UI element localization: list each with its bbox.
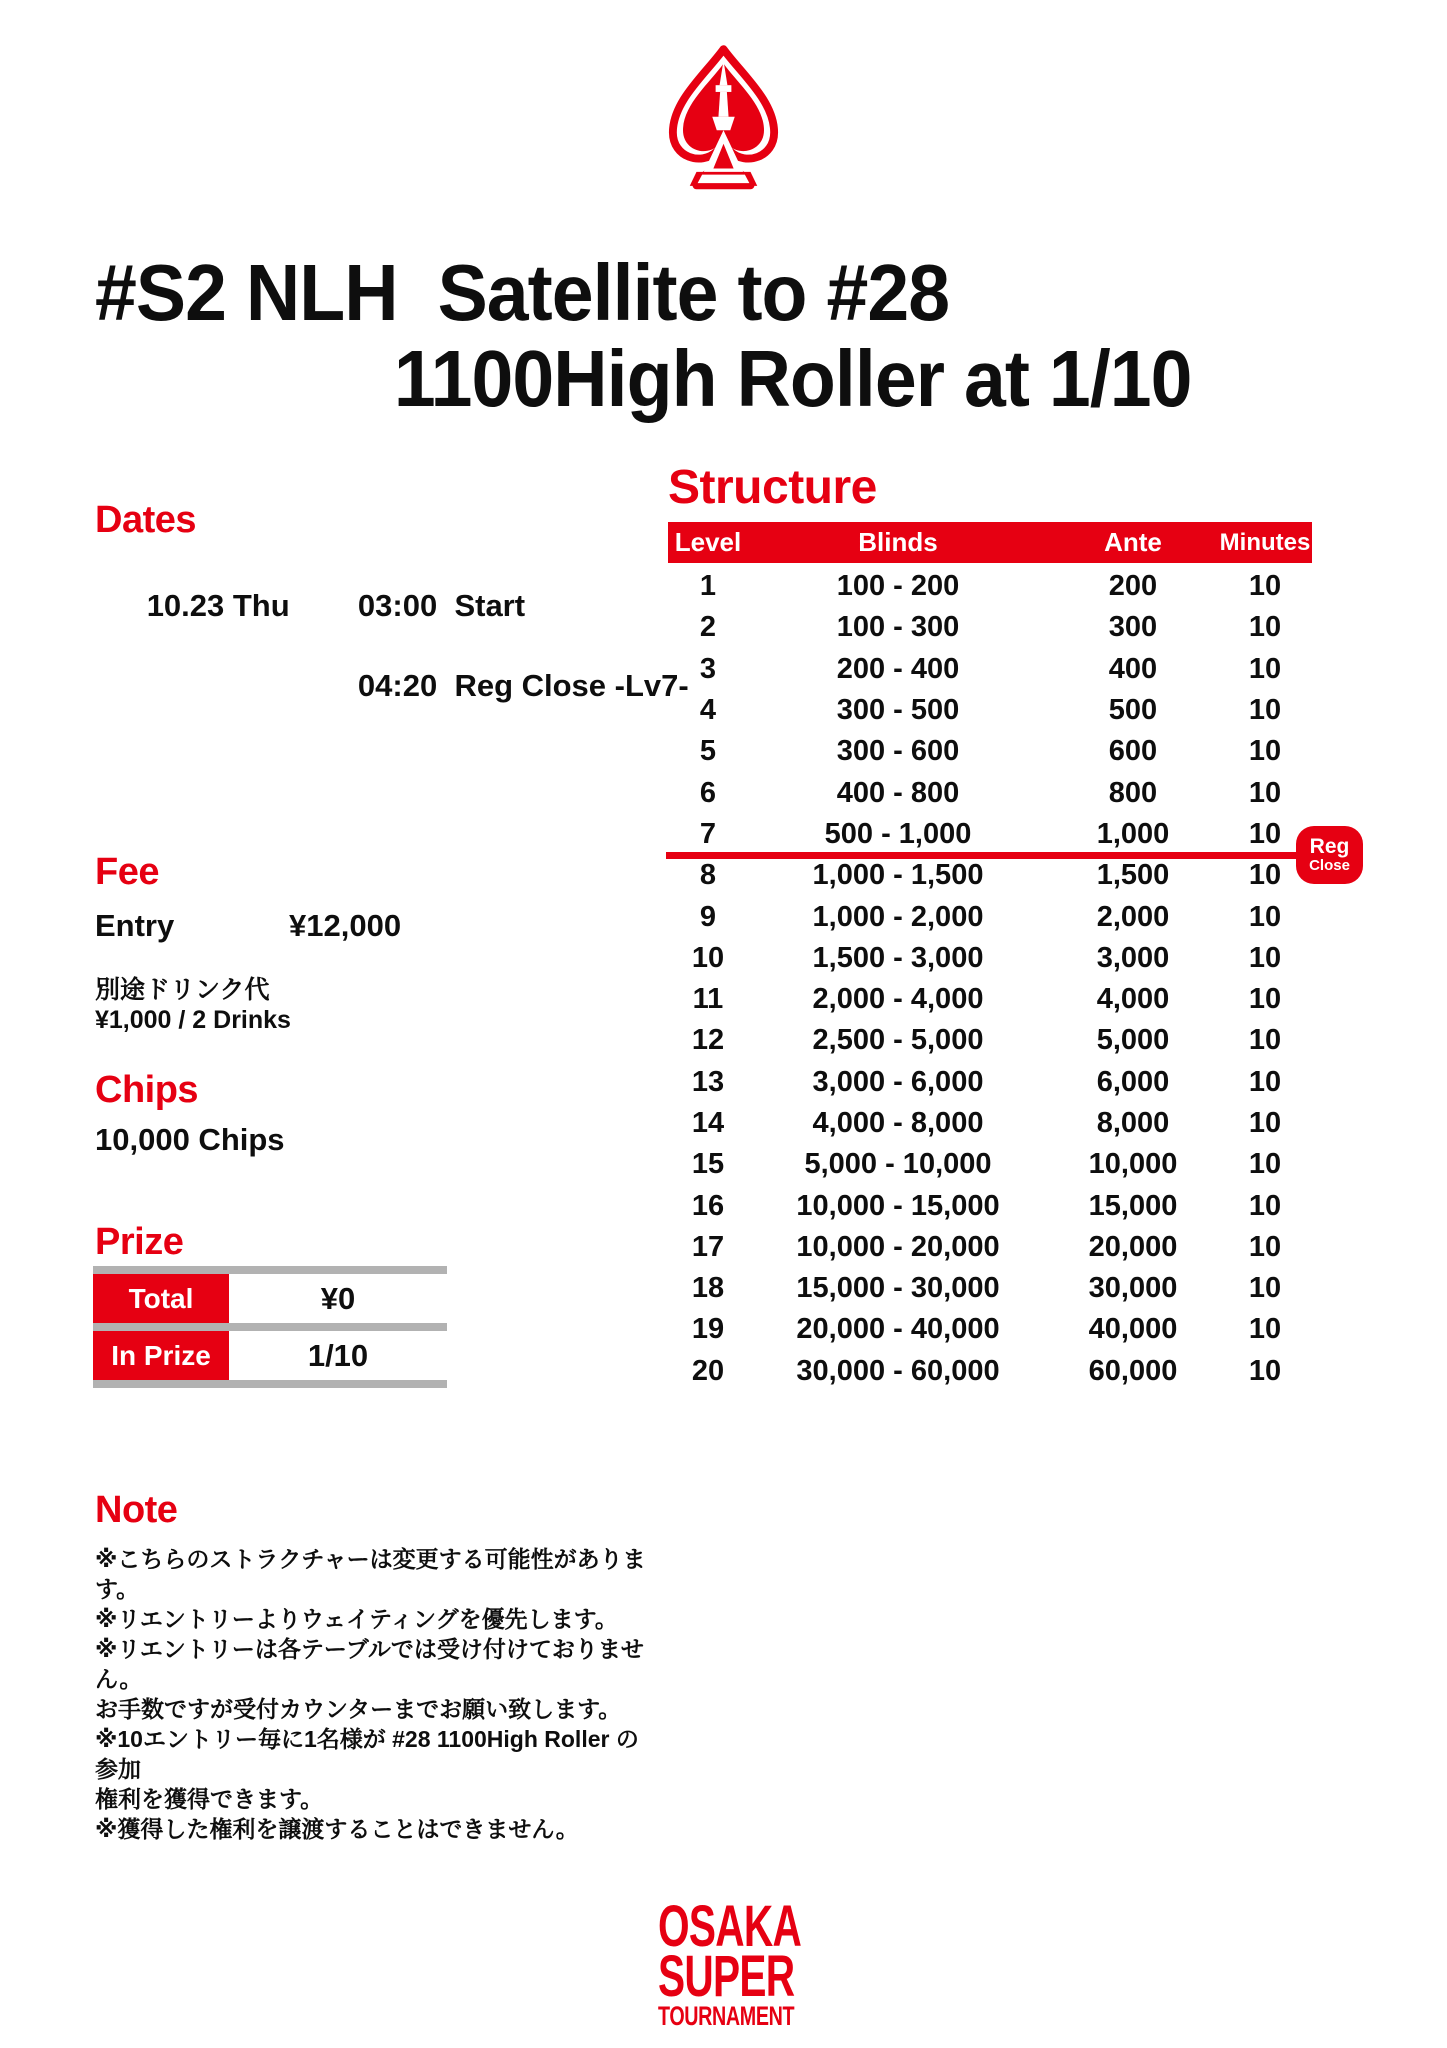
structure-cell-level: 14	[691, 1107, 725, 1139]
structure-cell-level: 5	[699, 735, 717, 768]
structure-cell-ante: 10,000	[1088, 1148, 1178, 1181]
structure-row	[668, 1309, 1312, 1350]
structure-row	[668, 1185, 1312, 1226]
dates-regclose-time	[289, 632, 689, 740]
structure-cell-blinds: 15,000 - 30,000	[796, 1272, 1000, 1305]
structure-cell-blinds: 2,000 - 4,000	[812, 983, 984, 1016]
structure-cell-blinds: 400 - 800	[836, 776, 960, 809]
structure-cell-blinds: 5,000 - 10,000	[804, 1148, 992, 1181]
note-lines	[95, 1544, 655, 1844]
structure-cell-blinds: 3,000 - 6,000	[812, 1065, 984, 1098]
structure-cell-ante: 2,000	[1096, 900, 1170, 933]
structure-row	[668, 731, 1312, 772]
structure-col-level: Level	[674, 527, 742, 557]
structure-cell-blinds: 2,500 - 5,000	[812, 1024, 984, 1057]
note-line: お手数ですが受付カウンターまでお願い致します。	[95, 1696, 622, 1722]
structure-cell-ante: 3,000	[1096, 941, 1170, 974]
structure-cell-ante: 20,000	[1088, 1230, 1178, 1263]
structure-cell-ante: 1,000	[1096, 817, 1170, 850]
reg-close-line	[666, 852, 1308, 859]
page-title	[95, 250, 1192, 422]
structure-cell-ante: 15,000	[1088, 1189, 1178, 1222]
structure-cell-minutes: 10	[1248, 611, 1282, 644]
structure-cell-blinds: 10,000 - 15,000	[796, 1189, 1000, 1222]
structure-cell-ante: 8,000	[1096, 1107, 1170, 1139]
structure-cell-blinds: 10,000 - 20,000	[796, 1230, 1000, 1263]
structure-header-row	[668, 522, 1312, 563]
structure-cell-minutes: 10	[1248, 983, 1282, 1016]
structure-row	[668, 896, 1312, 937]
structure-cell-blinds: 30,000 - 60,000	[796, 1354, 1000, 1387]
structure-cell-minutes: 10	[1248, 817, 1282, 850]
footer-brand-line3: TOURNAMENT	[658, 2001, 795, 2031]
footer-brand-line1: OSAKA	[658, 1894, 802, 1959]
start-label: Start	[454, 588, 526, 623]
structure-cell-level: 12	[691, 1024, 725, 1057]
structure-cell-minutes: 10	[1248, 1313, 1282, 1346]
structure-row	[668, 649, 1312, 690]
section-structure	[668, 461, 1368, 1387]
section-chips	[95, 1069, 655, 1157]
structure-cell-blinds: 20,000 - 40,000	[796, 1313, 1000, 1346]
structure-cell-blinds: 1,500 - 3,000	[812, 941, 984, 974]
structure-row	[668, 607, 1312, 648]
fee-entry-label: Entry	[95, 908, 175, 943]
dates-row-regclose	[95, 632, 689, 740]
structure-row	[668, 566, 1312, 607]
start-time: 03:00	[357, 588, 438, 623]
structure-cell-ante: 300	[1108, 611, 1158, 644]
fee-drink-note-1: 別途ドリンク代	[95, 976, 270, 1004]
structure-cell-blinds: 100 - 200	[836, 570, 960, 603]
section-prize	[95, 1221, 655, 1373]
structure-cell-blinds: 200 - 400	[836, 652, 960, 685]
structure-cell-minutes: 10	[1248, 941, 1282, 974]
structure-cell-minutes: 10	[1248, 1024, 1282, 1057]
structure-row	[668, 1062, 1312, 1103]
structure-cell-minutes: 10	[1248, 1065, 1282, 1098]
structure-cell-minutes: 10	[1248, 1230, 1282, 1263]
structure-cell-level: 18	[691, 1272, 725, 1305]
note-line: 権利を獲得できます。	[95, 1786, 324, 1812]
structure-cell-ante: 4,000	[1096, 983, 1170, 1016]
note-line: ※10エントリー毎に1名様が #28 1100High Roller の参加	[95, 1726, 639, 1782]
structure-row	[668, 1020, 1312, 1061]
note-line: ※リエントリーよりウェイティングを優先します。	[95, 1606, 618, 1632]
structure-cell-level: 20	[691, 1354, 725, 1387]
structure-cell-minutes: 10	[1248, 652, 1282, 685]
structure-row	[668, 1144, 1312, 1185]
structure-cell-level: 7	[699, 817, 717, 850]
structure-cell-blinds: 4,000 - 8,000	[812, 1107, 984, 1139]
structure-col-ante: Ante	[1104, 527, 1162, 557]
structure-cell-ante: 1,500	[1096, 859, 1170, 892]
structure-row	[668, 979, 1312, 1020]
dates-date: 10.23 Thu	[146, 588, 290, 623]
structure-row	[668, 772, 1312, 813]
note-line: ※リエントリーは各テーブルでは受け付けておりません。	[95, 1636, 644, 1692]
structure-cell-level: 11	[692, 983, 724, 1016]
fee-drink-note-2: ¥1,000 / 2 Drinks	[95, 1006, 291, 1034]
structure-cell-ante: 6,000	[1096, 1065, 1170, 1098]
structure-cell-level: 6	[699, 776, 717, 809]
prize-divider	[93, 1380, 447, 1388]
structure-cell-blinds: 1,000 - 1,500	[812, 859, 984, 892]
structure-cell-ante: 5,000	[1096, 1024, 1170, 1057]
structure-cell-minutes: 10	[1248, 1189, 1282, 1222]
structure-cell-ante: 60,000	[1088, 1354, 1178, 1387]
chips-heading: Chips	[95, 1069, 199, 1111]
structure-cell-minutes: 10	[1248, 694, 1282, 727]
structure-cell-minutes: 10	[1248, 1107, 1282, 1139]
fee-heading: Fee	[95, 851, 159, 893]
regclose-time: 04:20	[357, 668, 438, 703]
structure-row	[668, 1351, 1312, 1392]
note-heading: Note	[95, 1489, 178, 1531]
reg-close-badge	[1296, 826, 1363, 884]
structure-row	[668, 855, 1312, 896]
prize-inprize-value: 1/10	[307, 1337, 369, 1373]
structure-cell-level: 8	[699, 859, 717, 892]
structure-cell-blinds: 100 - 300	[836, 611, 960, 644]
footer-brand-line2: SUPER	[658, 1944, 795, 2009]
structure-row	[668, 1268, 1312, 1309]
regclose-label: Reg Close -Lv7-	[454, 668, 689, 703]
reg-close-badge-line1: Reg	[1309, 835, 1350, 858]
structure-cell-level: 4	[699, 694, 717, 727]
footer-brand-logo	[658, 1894, 862, 2031]
structure-cell-blinds: 300 - 500	[836, 694, 960, 727]
structure-cell-level: 2	[699, 611, 717, 644]
section-fee	[95, 851, 655, 1034]
prize-row-total	[93, 1274, 447, 1323]
structure-cell-blinds: 1,000 - 2,000	[812, 900, 984, 933]
structure-cell-minutes: 10	[1248, 859, 1282, 892]
structure-row	[668, 814, 1312, 855]
structure-cell-level: 10	[691, 941, 725, 974]
structure-cell-minutes: 10	[1248, 735, 1282, 768]
structure-cell-level: 15	[691, 1148, 725, 1181]
structure-cell-level: 13	[691, 1065, 725, 1098]
structure-cell-ante: 400	[1108, 652, 1158, 685]
prize-inprize-label: In Prize	[93, 1331, 229, 1380]
structure-cell-ante: 600	[1108, 735, 1158, 768]
structure-row	[668, 1103, 1312, 1144]
structure-row	[668, 938, 1312, 979]
prize-row-inprize	[93, 1331, 447, 1380]
dates-heading: Dates	[95, 499, 196, 541]
structure-cell-minutes: 10	[1248, 900, 1282, 933]
note-line: ※獲得した権利を譲渡することはできません。	[95, 1816, 579, 1842]
structure-cell-minutes: 10	[1248, 570, 1282, 603]
title-line2: 1100High Roller at 1/10	[393, 334, 1192, 423]
structure-cell-blinds: 500 - 1,000	[824, 817, 972, 850]
structure-cell-minutes: 10	[1248, 1272, 1282, 1305]
structure-cell-level: 19	[691, 1313, 725, 1346]
structure-cell-minutes: 10	[1248, 1354, 1282, 1387]
title-line1: #S2 NLH Satellite to #28	[95, 248, 950, 337]
fee-entry-row	[95, 908, 402, 944]
structure-cell-level: 3	[699, 652, 717, 685]
structure-row	[668, 1227, 1312, 1268]
fee-entry-value: ¥12,000	[289, 908, 402, 943]
spade-tower-logo	[656, 40, 791, 208]
structure-cell-level: 1	[699, 570, 717, 603]
structure-rows	[668, 566, 1350, 1392]
structure-col-minutes: Minutes	[1219, 528, 1311, 556]
prize-heading: Prize	[95, 1221, 184, 1263]
structure-cell-ante: 200	[1108, 570, 1158, 603]
structure-row	[668, 690, 1312, 731]
prize-divider	[93, 1323, 447, 1331]
structure-cell-ante: 40,000	[1088, 1313, 1178, 1346]
structure-heading: Structure	[668, 461, 877, 514]
structure-cell-minutes: 10	[1248, 1148, 1282, 1181]
section-dates	[95, 499, 689, 703]
structure-cell-blinds: 300 - 600	[836, 735, 960, 768]
reg-close-badge-line2: Close	[1309, 857, 1350, 874]
structure-cell-ante: 500	[1108, 694, 1158, 727]
prize-total-label: Total	[93, 1274, 229, 1323]
structure-cell-level: 16	[691, 1189, 725, 1222]
structure-cell-level: 17	[691, 1230, 725, 1263]
structure-cell-ante: 800	[1108, 776, 1158, 809]
note-line: ※こちらのストラクチャーは変更する可能性があります。	[95, 1546, 646, 1602]
structure-cell-level: 9	[699, 900, 717, 933]
section-note	[95, 1490, 655, 1844]
structure-cell-ante: 30,000	[1088, 1272, 1178, 1305]
prize-table	[93, 1266, 447, 1388]
prize-divider	[93, 1266, 447, 1274]
prize-total-value: ¥0	[320, 1280, 356, 1316]
structure-cell-minutes: 10	[1248, 776, 1282, 809]
chips-value: 10,000 Chips	[95, 1122, 285, 1157]
structure-col-blinds: Blinds	[858, 527, 938, 557]
